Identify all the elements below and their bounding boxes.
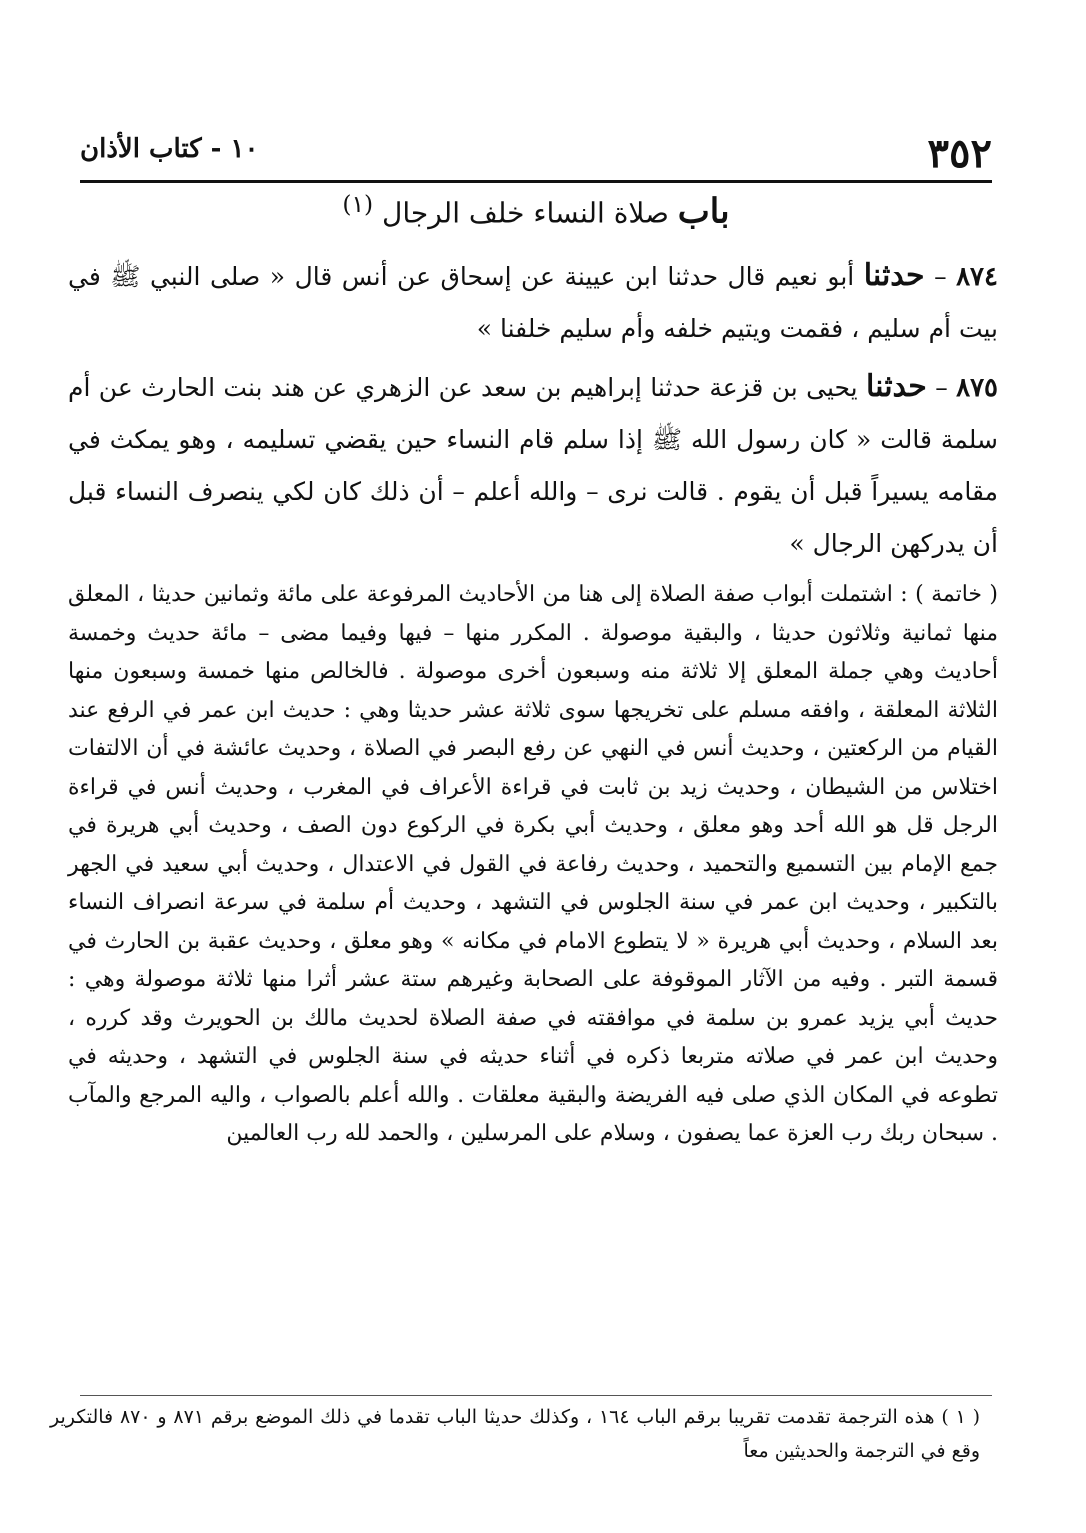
hadith-number: ٨٧٤ bbox=[956, 262, 998, 292]
hadith-874 bbox=[68, 250, 998, 355]
hadith-haddathana: حدثنا bbox=[863, 258, 925, 293]
hadith-text: يحيى بن قزعة حدثنا إبراهيم بن سعد عن الزهري عن هند بنت الحارث عن أم سلمة قالت « كان رسول الله ﷺ إذا سلم قام النساء حين يقضي تسليمه ، وهو يمكث في مقامه يسيراً قبل أن يقوم . قالت نرى – والله أعلم – أن ذلك كان لكي ينصرف النساء قبل أن يدركهن الرجال » bbox=[68, 373, 998, 558]
hadith-haddathana: حدثنا bbox=[866, 369, 927, 404]
chapter-heading bbox=[80, 190, 992, 231]
footnote-divider bbox=[80, 1395, 992, 1396]
chapter-bab-word: باب bbox=[677, 191, 730, 232]
page-number: ٣٥٢ bbox=[927, 130, 992, 177]
chapter-footnote-marker: (١) bbox=[342, 190, 374, 218]
khatima-paragraph bbox=[68, 576, 998, 1154]
footnote-marker: ( ١ ) bbox=[941, 1406, 981, 1428]
book-title: ١٠ - كتاب الأذان bbox=[80, 134, 259, 164]
chapter-title: صلاة النساء خلف الرجال bbox=[382, 196, 669, 230]
page-header bbox=[80, 118, 992, 178]
header-divider bbox=[80, 180, 992, 183]
main-text bbox=[68, 250, 998, 1154]
hadith-dash: – bbox=[935, 373, 948, 402]
hadith-875 bbox=[68, 361, 998, 570]
hadith-text: أبو نعيم قال حدثنا ابن عيينة عن إسحاق عن أنس قال « صلى النبي ﷺ في بيت أم سليم ، فقمت ويتيم خلفه وأم سليم خلفنا » bbox=[68, 262, 998, 343]
hadith-number: ٨٧٥ bbox=[956, 373, 999, 403]
footnote-text: هذه الترجمة تقدمت تقريبا برقم الباب ١٦٤ ، وكذلك حديثا الباب تقدما في ذلك الموضع برقم ٨٧١ و ٨٧٠ فالتكرير وقع في الترجمة والحديثين معاً bbox=[50, 1406, 980, 1462]
khatima-label: ( خاتمة ) bbox=[915, 582, 998, 607]
hadith-dash: – bbox=[934, 262, 947, 291]
khatima-text: : اشتملت أبواب صفة الصلاة إلى هنا من الأحاديث المرفوعة على مائة وثمانين حديثا ، المعلق منها ثمانية وثلاثون حديثا ، والبقية موصولة . المكرر منها – فيها وفيما مضى – مائة حديث وخمسة أحاديث وهي جملة المعلق إلا ثلاثة منه وسبعون أخرى موصولة . فالخالص منها خمسة وسبعون منها الثلاثة المعلقة ، وافقه مسلم على تخريجها سوى ثلاثة عشر حديثا وهي : حديث ابن عمر في الرفع عند القيام من الركعتين ، وحديث أنس في النهي عن رفع البصر في الصلاة ، وحديث عائشة في أن الالتفات اختلاس من الشيطان ، وحديث زيد بن ثابت في قراءة الأعراف في المغرب ، وحديث أنس في قراءة الرجل قل هو الله أحد وهو معلق ، وحديث أبي بكرة في الركوع دون الصف ، وحديث أبي هريرة في جمع الإمام بين التسميع والتحميد ، وحديث رفاعة في القول في الاعتدال ، وحديث أبي سعيد في الجهر بالتكبير ، وحديث ابن عمر في سنة الجلوس في التشهد ، وحديث أم سلمة في سرعة انصراف النساء بعد السلام ، وحديث أبي هريرة « لا يتطوع الامام في مكانه » وهو معلق ، وحديث عقبة بن الحارث في قسمة التبر . وفيه من الآثار الموقوفة على الصحابة وغيرهم ستة عشر أثرا منها ثلاثة موصولة وهي : حديث أبي يزيد عمرو بن سلمة في موافقته في صفة الصلاة لحديث مالك بن الحويرث وقد كرره ، وحديث ابن عمر في صلاته متربعا ذكره في أثناء حديثه في سنة الجلوس في التشهد ، وحديثه في تطوعه في المكان الذي صلى فيه الفريضة والبقية معلقات . والله أعلم بالصواب ، واليه المرجع والمآب . سبحان ربك رب العزة عما يصفون ، وسلام على المرسلين ، والحمد لله رب العالمين bbox=[68, 582, 998, 1146]
footnote bbox=[50, 1400, 980, 1468]
